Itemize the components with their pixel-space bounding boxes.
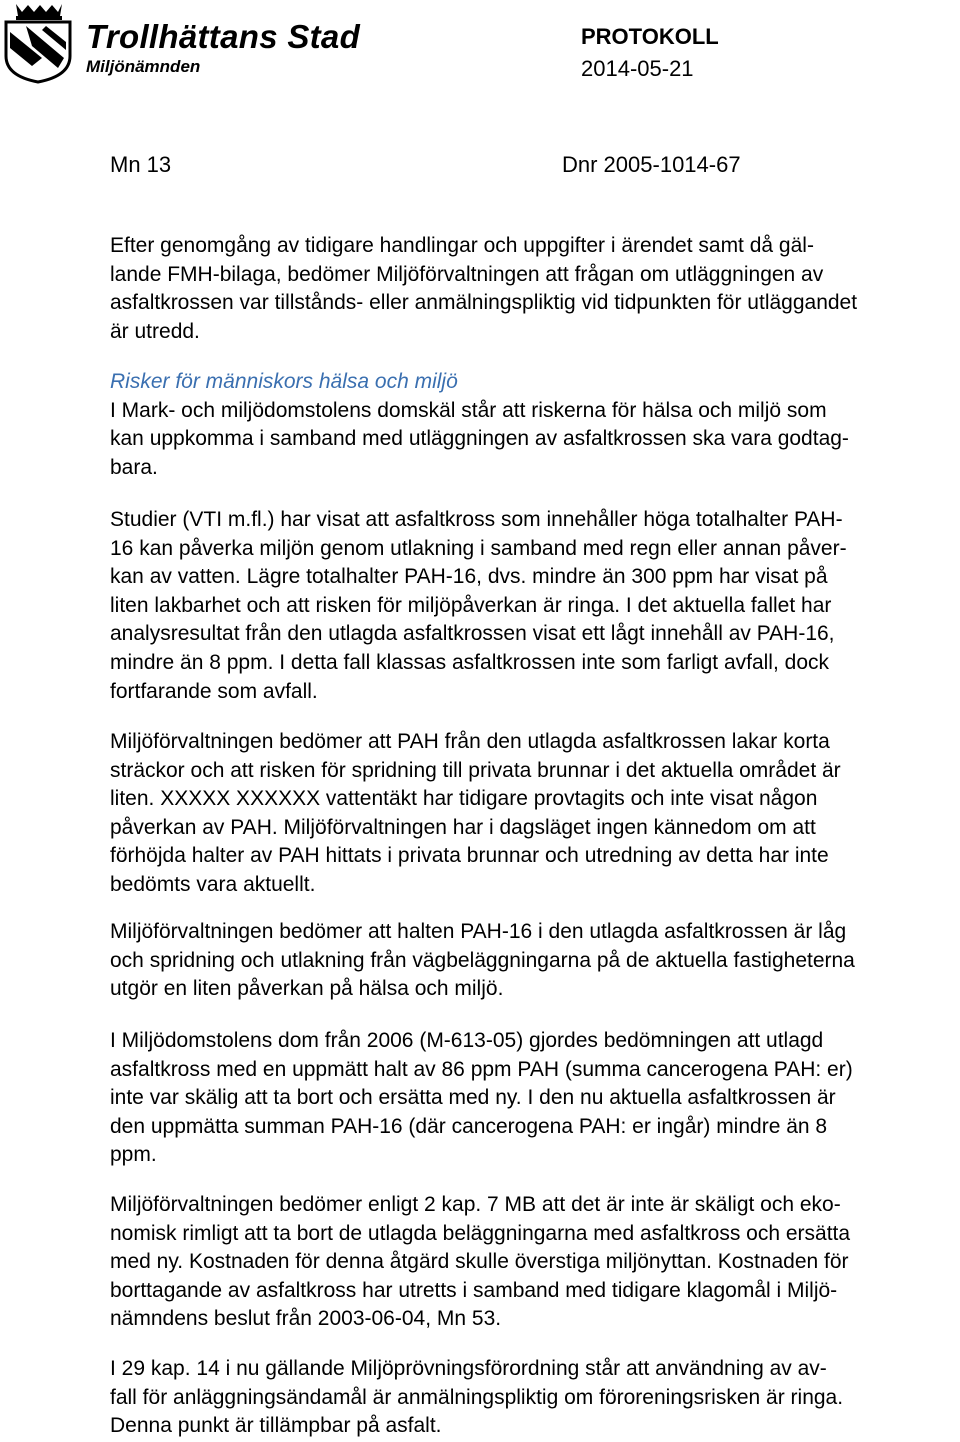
paragraph-risks [110,368,960,482]
committee-name: Miljönämnden [86,57,201,76]
text-line: nämndens beslut från 2003-06-04, Mn 53. [110,1307,502,1331]
text-line: påverkan av PAH. Miljöförvaltningen har i dagsläget ingen kännedom om att [110,815,816,839]
text-line: ppm. [110,1143,157,1167]
text-line: utgör en liten påverkan på hälsa och miljö. [110,977,504,1001]
text-line: fall för anläggningsändamål är anmälningspliktig om föroreningsrisken är ringa. [110,1385,844,1409]
text-line: analysresultat från den utlagda asfaltkrossen visat ett lågt innehåll av PAH-16, [110,622,835,646]
case-paragraph-number: Mn 13 [110,152,172,177]
organization-name: Trollhättans Stad [86,18,361,55]
text-line: 16 kan påverka miljön genom utlakning i samband med regn eller annan påver- [110,536,847,560]
municipal-coat-of-arms-logo [2,2,74,84]
text-line: liten lakbarhet och att risken för miljöpåverkan är ringa. I det aktuella fallet har [110,593,832,617]
text-line: Miljöförvaltningen bedömer att halten PAH-16 i den utlagda asfaltkrossen är låg [110,920,847,943]
text-line: I Mark- och miljödomstolens domskäl står att riskerna för hälsa och miljö som [110,398,827,422]
text-line: Denna punkt är tillämpbar på asfalt. [110,1414,442,1438]
text-line: kan uppkomma i samband med utläggningen av asfaltkrossen ska vara godtag- [110,427,849,451]
section-heading: Risker för människors hälsa och miljö [110,370,458,393]
text-line: Miljöförvaltningen bedömer enligt 2 kap. 7 MB att det är inte är skäligt och eko- [110,1193,841,1216]
text-line: inte var skälig att ta bort och ersätta med ny. I den nu aktuella asfaltkrossen är [110,1086,836,1110]
text-line: sträckor och att risken för spridning till privata brunnar i det aktuella området är [110,758,841,782]
text-line: I 29 kap. 14 i nu gällande Miljöprövningsförordning står att användning av av- [110,1357,827,1380]
paragraph-cost-assessment [110,1191,960,1334]
text-line: nomisk rimligt att ta bort de utlagda beläggningarna med asfaltkross och ersätta [110,1221,851,1245]
text-line: Efter genomgång av tidigare handlingar och uppgifter i ärendet samt då gäl- [110,234,814,257]
text-line: och spridning och utlakning från vägbeläggningarna på de aktuella fastigheterna [110,948,855,972]
paragraph-investigation [110,232,960,346]
paragraph-pah-level [110,918,960,1004]
text-line: lande FMH-bilaga, bedömer Miljöförvaltningen att frågan om utläggningen av [110,262,824,286]
text-line: asfaltkrossen var tillstånds- eller anmälningspliktig vid tidpunkten för utläggandet [110,291,858,315]
text-line: är utredd. [110,319,200,343]
text-line: I Miljödomstolens dom från 2006 (M-613-05) gjordes bedömningen att utlagd [110,1029,824,1052]
text-line: med ny. Kostnaden för denna åtgärd skulle överstiga miljönyttan. Kostnaden för [110,1250,849,1274]
paragraph-studies [110,506,960,706]
text-line: den uppmätta summan PAH-16 (där cancerogena PAH: er ingår) mindre än 8 [110,1114,828,1138]
text-line: mindre än 8 ppm. I detta fall klassas asfaltkrossen inte som farligt avfall, dock [110,650,829,674]
text-line: fortfarande som avfall. [110,679,318,703]
case-diary-number: Dnr 2005-1014-67 [562,152,741,177]
text-line: bedömts vara aktuellt. [110,872,316,896]
text-line: förhöjda halter av PAH hittats i privata brunnar och utredning av detta har inte [110,844,829,868]
text-line: borttagande av asfaltkross har utretts i samband med tidigare klagomål i Miljö- [110,1278,838,1302]
paragraph-wells-assessment [110,728,960,900]
text-line: bara. [110,455,158,479]
text-line: Miljöförvaltningen bedömer att PAH från den utlagda asfaltkrossen lakar korta [110,730,830,753]
paragraph-court-ruling [110,1027,960,1170]
paragraph-regulation [110,1355,960,1441]
text-line: liten. XXXXX XXXXXX vattentäkt har tidigare provtagits och inte visat någon [110,787,818,811]
document-type: PROTOKOLL [581,24,719,49]
text-line: Studier (VTI m.fl.) har visat att asfaltkross som innehåller höga totalhalter PAH- [110,508,843,531]
document-date: 2014-05-21 [581,56,694,81]
text-line: asfaltkross med en uppmätt halt av 86 ppm PAH (summa cancerogena PAH: er) [110,1057,853,1081]
text-line: kan av vatten. Lägre totalhalter PAH-16, dvs. mindre än 300 ppm har visat på [110,565,828,589]
